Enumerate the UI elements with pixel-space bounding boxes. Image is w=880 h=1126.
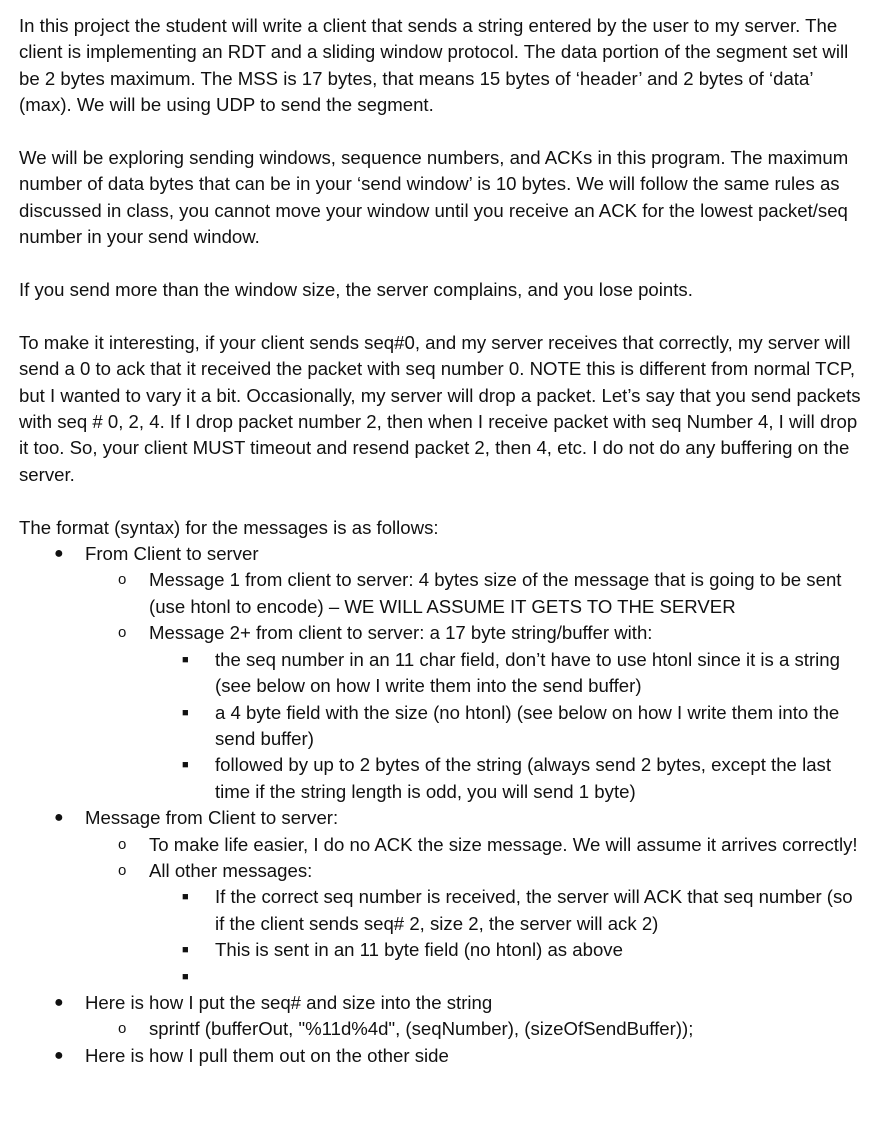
list-item-label: Message from Client to server: xyxy=(85,807,339,829)
code-line: sprintf (bufferOut, "%11d%4d", (seqNumber), (sizeOfSendBuffer)); xyxy=(149,1018,694,1040)
intro-paragraph-4: To make it interesting, if your client sends seq#0, and my server receives that correctly, my server will send a 0 to ack that it received the packet with seq number 0. NOTE this is different from normal TCP, but I wanted to vary it a bit. Occasionally, my server will drop a packet. Let’s say that you send packets with seq # 0, 2, 4. If I drop packet number 2, then when I receive packet with seq Number 4, I will drop it too. So, your client MUST timeout and resend packet 2, then 4, etc. I do not do any buffering on the server. xyxy=(19,331,861,485)
bullet-marker: ● xyxy=(54,1046,64,1064)
list-item-sprintf-code xyxy=(19,1016,866,1042)
list-item-empty xyxy=(19,964,866,990)
list-item-how-pull xyxy=(19,1043,866,1069)
bullet-marker: ● xyxy=(54,993,64,1011)
intro-paragraph-1: In this project the student will write a client that sends a string entered by the user to my server. The client is implementing an RDT and a sliding window protocol. The data portion of the segment set will be 2 bytes maximum. The MSS is 17 bytes, that means 15 bytes of ‘header’ and 2 bytes of ‘data’ (max). We will be using UDP to send the segment. xyxy=(19,15,849,116)
bullet-marker: ● xyxy=(54,545,64,563)
list-item-label: a 4 byte field with the size (no htonl) (see below on how I write them into the send buffer) xyxy=(215,701,840,749)
circle-marker: o xyxy=(118,835,127,853)
list-item-message-from-client xyxy=(19,805,866,831)
circle-marker: o xyxy=(118,571,127,589)
list-item-label: This is sent in an 11 byte field (no htonl) as above xyxy=(215,939,623,961)
square-marker: ■ xyxy=(182,706,189,719)
list-item-ack-rule xyxy=(19,884,866,937)
list-item-seq-field xyxy=(19,647,866,700)
list-item-other-messages xyxy=(19,858,866,884)
list-item-size-note xyxy=(19,832,866,858)
list-item-ack-field xyxy=(19,937,866,963)
square-marker: ■ xyxy=(182,759,189,772)
list-item-label: To make life easier, I do no ACK the size message. We will assume it arrives correctly! xyxy=(149,833,858,855)
circle-marker: o xyxy=(118,1020,127,1038)
circle-marker: o xyxy=(118,624,127,642)
bullet-marker: ● xyxy=(54,809,64,827)
format-heading: The format (syntax) for the messages is as follows: xyxy=(19,516,439,538)
list-item-message-2 xyxy=(19,620,866,646)
square-marker: ■ xyxy=(182,944,189,957)
square-marker: ■ xyxy=(182,653,189,666)
list-item-label: All other messages: xyxy=(149,859,313,881)
list-item-label: If the correct seq number is received, the server will ACK that seq number (so if the client sends seq# 2, size 2, the server will ack 2) xyxy=(215,886,853,934)
list-item-label: Message 1 from client to server: 4 bytes size of the message that is going to be sent (use htonl to encode) – WE WILL ASSUME IT GETS TO THE SERVER xyxy=(149,569,842,617)
intro-paragraph-2: We will be exploring sending windows, sequence numbers, and ACKs in this program. The maximum number of data bytes that can be in your ‘send window’ is 10 bytes. We will follow the same rules as discussed in class, you cannot move your window until you receive an ACK for the lowest packet/seq number in your send window. xyxy=(19,147,849,248)
square-marker: ■ xyxy=(182,891,189,904)
list-item-label: followed by up to 2 bytes of the string (always send 2 bytes, except the last time if the string length is odd, you will send 1 byte) xyxy=(215,754,831,802)
list-item-client-to-server xyxy=(19,541,866,567)
list-item-label: Here is how I pull them out on the other side xyxy=(85,1044,449,1066)
list-item-label: the seq number in an 11 char field, don’t have to use htonl since it is a string (see below on how I write them into the send buffer) xyxy=(215,648,840,697)
list-item-label xyxy=(215,964,866,990)
intro-paragraph-3: If you send more than the window size, the server complains, and you lose points. xyxy=(19,279,693,301)
list-item-label: Here is how I put the seq# and size into the string xyxy=(85,991,493,1013)
list-item-size-field xyxy=(19,700,866,753)
list-item-message-1 xyxy=(19,567,866,620)
list-item-how-put xyxy=(19,990,866,1016)
list-item-data-bytes xyxy=(19,752,866,805)
list-item-label: Message 2+ from client to server: a 17 byte string/buffer with: xyxy=(149,622,653,644)
list-item-label: From Client to server xyxy=(85,543,259,565)
circle-marker: o xyxy=(118,861,127,879)
format-list xyxy=(19,541,866,1069)
square-marker: ■ xyxy=(182,970,189,983)
